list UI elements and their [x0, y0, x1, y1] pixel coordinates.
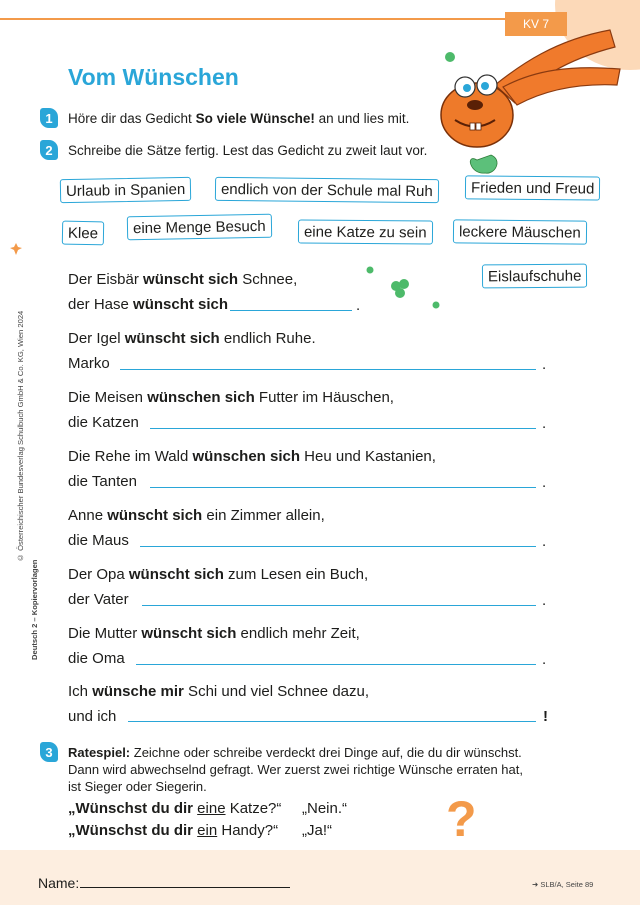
book-title: Deutsch 2 – Kopiervorlagen — [30, 559, 39, 660]
task-1-text — [68, 110, 409, 127]
poem-line: Die Rehe im Wald wünschen sich Heu und Kastanien, — [68, 448, 436, 465]
poem-line-prefix: die Tanten — [68, 473, 137, 490]
header-line — [0, 18, 505, 20]
answer-line[interactable] — [150, 428, 536, 429]
poem-line: Die Meisen wünschen sich Futter im Häuschen, — [68, 389, 394, 406]
task-1-pre: Höre dir das Gedicht — [68, 111, 196, 126]
poem-line-prefix: die Oma — [68, 650, 125, 667]
poem-line: Der Eisbär wünscht sich Schnee, — [68, 271, 298, 288]
task-1-poem-title: So viele Wünsche! — [195, 111, 315, 126]
poem-line: Ich wünsche mir Schi und viel Schnee dazu, — [68, 683, 370, 700]
answer-line[interactable] — [140, 546, 536, 547]
poem-line: Die Mutter wünscht sich endlich mehr Zeit, — [68, 625, 360, 642]
task-number-2: 2 — [40, 140, 58, 160]
task-3-text — [68, 744, 538, 795]
line-end: . — [356, 297, 361, 314]
answer-line[interactable] — [136, 664, 536, 665]
poem-line-prefix: der Vater — [68, 591, 129, 608]
task-2-text: Schreibe die Sätze fertig. Lest das Gedicht zu zweit laut vor. — [68, 143, 428, 158]
line-end: ! — [543, 708, 548, 725]
name-label: Name: — [38, 875, 80, 891]
answer-line[interactable] — [128, 721, 536, 722]
dialog-question-1: „Wünschst du dir eine Katze?“ — [68, 800, 282, 817]
answer-line[interactable] — [230, 310, 352, 311]
name-field[interactable] — [80, 887, 290, 888]
word-box: Klee — [62, 221, 104, 246]
task-1-post: an und lies mit. — [314, 111, 410, 126]
clover-decoration — [362, 262, 442, 312]
poem-line: Anne wünscht sich ein Zimmer allein, — [68, 507, 325, 524]
line-end: . — [542, 415, 547, 432]
dialog-question-2: „Wünschst du dir ein Handy?“ — [68, 822, 279, 839]
page-title: Vom Wünschen — [68, 64, 239, 90]
kv-badge: KV 7 — [505, 12, 567, 36]
publisher-logo-icon — [9, 242, 23, 256]
task-number-1: 1 — [40, 108, 58, 128]
poem-line-prefix: und ich — [68, 708, 117, 725]
poem-line-prefix: die Katzen — [68, 414, 139, 431]
dialog-answer-2: „Ja!“ — [302, 822, 332, 839]
line-end: . — [542, 651, 547, 668]
word-box: eine Katze zu sein — [298, 220, 433, 245]
poem-line-prefix: die Maus — [68, 532, 129, 549]
footer — [0, 850, 640, 905]
question-mark: ? — [446, 791, 477, 847]
task-3-body: Zeichne oder schreibe verdeckt drei Dinge auf, die du dir wünschst. Dann wird abwechselnd gefragt. Wer zuerst zwei richtige Wünsche erraten hat, ist Sieger oder Siegerin. — [68, 745, 523, 794]
word-box: Urlaub in Spanien — [60, 177, 192, 203]
answer-line[interactable] — [120, 369, 536, 370]
book-reference: ➜ SLB/A, Seite 89 — [532, 880, 594, 889]
task-3-label: Ratespiel: — [68, 745, 131, 760]
answer-line[interactable] — [150, 487, 536, 488]
line-end: . — [542, 592, 547, 609]
poem-line: Der Igel wünscht sich endlich Ruhe. — [68, 330, 316, 347]
poem-line-prefix: Marko — [68, 355, 110, 372]
word-box: Frieden und Freud — [465, 175, 601, 200]
poem-line: Der Opa wünscht sich zum Lesen ein Buch, — [68, 566, 369, 583]
task-number-3: 3 — [40, 742, 58, 762]
word-box: leckere Mäuschen — [453, 219, 587, 244]
line-end: . — [542, 533, 547, 550]
word-box: endlich von der Schule mal Ruh — [215, 177, 439, 203]
line-end: . — [542, 474, 547, 491]
word-box: eine Menge Besuch — [127, 214, 272, 241]
dialog-answer-1: „Nein.“ — [302, 800, 348, 817]
answer-line[interactable] — [142, 605, 536, 606]
copyright-text: © Österreichischer Bundesverlag Schulbuch GmbH & Co. KG, Wien 2024 — [16, 310, 25, 562]
word-box: Eislaufschuhe — [482, 264, 588, 289]
poem-line-prefix: der Hase wünscht sich — [68, 296, 229, 313]
line-end: . — [542, 356, 547, 373]
